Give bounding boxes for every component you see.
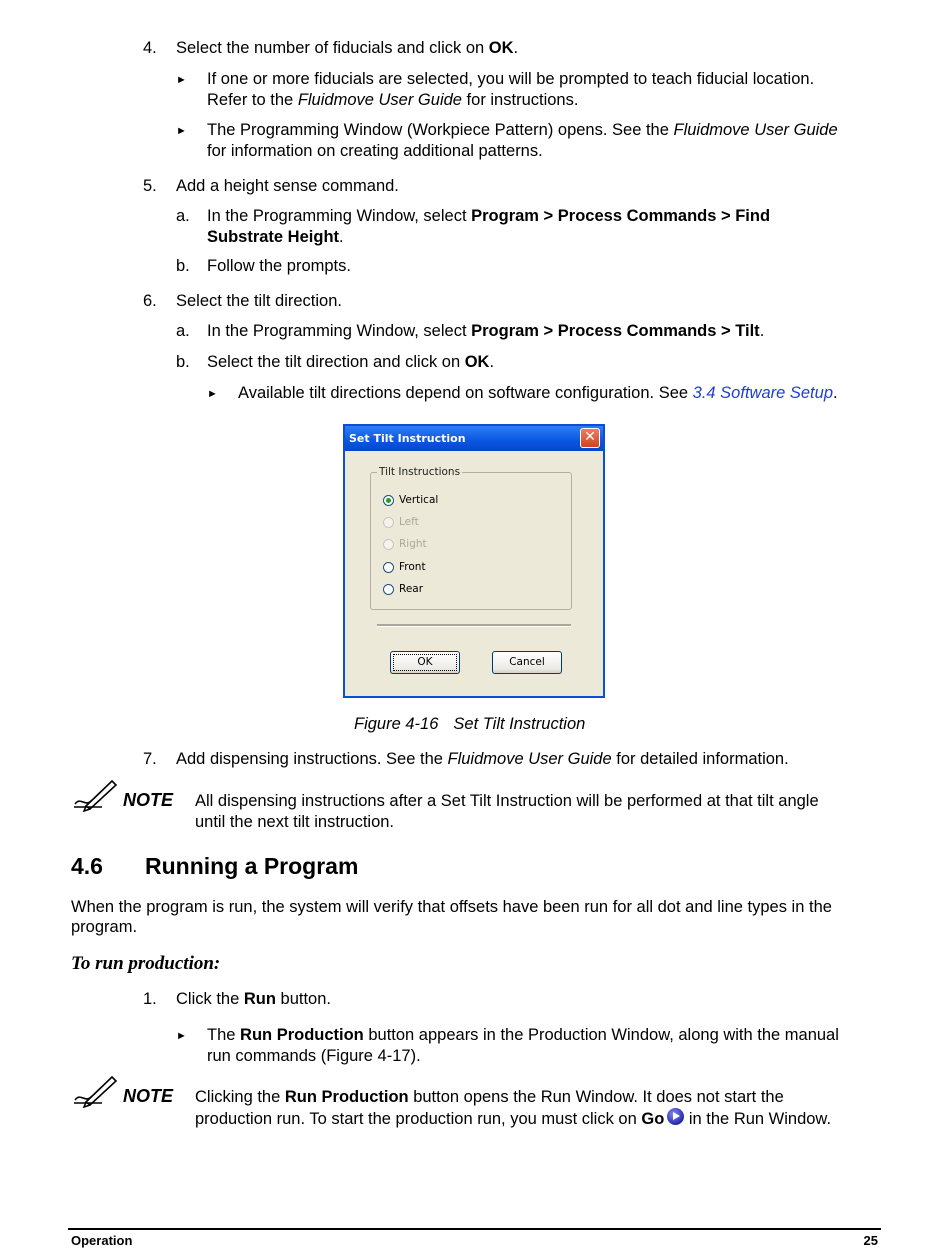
substep-text bbox=[207, 227, 344, 248]
bullet-text: run commands (Figure 4-17). bbox=[207, 1047, 421, 1065]
substep-text bbox=[207, 321, 764, 342]
text: Select the tilt direction and click on bbox=[207, 353, 465, 371]
figure-caption bbox=[354, 714, 585, 735]
ok-term: OK bbox=[488, 39, 514, 57]
substep-letter: b. bbox=[176, 353, 190, 371]
dialog-titlebar[interactable] bbox=[345, 426, 603, 451]
text: production run. To start the production run, you must click on bbox=[195, 1110, 642, 1128]
radio-button[interactable] bbox=[383, 584, 394, 595]
text: Click the bbox=[176, 990, 244, 1008]
note-text: All dispensing instructions after a Set Tilt Instruction will be performed at that tilt angle bbox=[195, 792, 819, 810]
text: . bbox=[339, 228, 344, 246]
bullet-text bbox=[207, 120, 838, 141]
text: Select the number of fiducials and click on bbox=[176, 39, 489, 57]
set-tilt-instruction-dialog bbox=[343, 424, 605, 698]
run-production-term: Run Production bbox=[240, 1026, 364, 1044]
footer-section: Operation bbox=[71, 1233, 133, 1248]
text: . bbox=[759, 322, 765, 340]
step-text bbox=[176, 989, 331, 1010]
bullet-arrow-icon: ► bbox=[207, 388, 218, 400]
note-label: NOTE bbox=[123, 790, 174, 810]
radio-button bbox=[383, 539, 394, 550]
step-number: 1. bbox=[143, 990, 157, 1008]
text: Clicking the bbox=[195, 1088, 285, 1106]
substep-text bbox=[207, 352, 494, 373]
software-setup-link[interactable]: 3.4 Software Setup bbox=[692, 384, 833, 402]
text: In the Programming Window, select bbox=[207, 322, 472, 340]
go-term: Go bbox=[641, 1110, 665, 1128]
substep-letter: a. bbox=[176, 207, 190, 225]
section-title: Running a Program bbox=[145, 853, 359, 879]
step-text: Select the tilt direction. bbox=[176, 292, 342, 310]
text: . bbox=[833, 384, 838, 402]
text: for detailed information. bbox=[611, 750, 789, 768]
step-text bbox=[176, 749, 789, 770]
close-icon[interactable]: ✕ bbox=[580, 428, 600, 448]
footer-rule bbox=[68, 1228, 881, 1230]
substep-text bbox=[207, 206, 770, 227]
text: The Programming Window (Workpiece Pattern) opens. See the bbox=[207, 121, 674, 139]
text: button. bbox=[275, 990, 331, 1008]
bullet-text bbox=[207, 90, 578, 111]
bullet-text: If one or more fiducials are selected, you will be prompted to teach fiducial location. bbox=[207, 70, 815, 88]
section-number: 4.6 bbox=[71, 853, 103, 879]
figure-number: Figure 4-16 bbox=[354, 715, 439, 733]
text: for instructions. bbox=[461, 91, 579, 109]
note-text bbox=[195, 1108, 831, 1130]
text: in the Run Window. bbox=[684, 1110, 832, 1128]
page-number: 25 bbox=[863, 1233, 878, 1248]
substep-letter: a. bbox=[176, 322, 190, 340]
text: Available tilt directions depend on software configuration. See bbox=[238, 384, 693, 402]
guide-reference: Fluidmove User Guide bbox=[447, 750, 612, 768]
step-number: 7. bbox=[143, 750, 157, 768]
radio-button[interactable] bbox=[383, 495, 394, 506]
run-production-term: Run Production bbox=[284, 1088, 409, 1106]
menu-path: Substrate Height bbox=[207, 228, 340, 246]
step-number: 5. bbox=[143, 177, 157, 195]
step-text: Add a height sense command. bbox=[176, 177, 399, 195]
text: Refer to the bbox=[207, 91, 298, 109]
bullet-text bbox=[238, 383, 838, 404]
text: In the Programming Window, select bbox=[207, 207, 472, 225]
text: . bbox=[489, 353, 495, 371]
text: . bbox=[513, 39, 519, 57]
menu-path: Program > Process Commands > Tilt bbox=[471, 322, 760, 340]
substep-letter: b. bbox=[176, 257, 190, 275]
ok-button[interactable]: OK bbox=[390, 651, 460, 674]
text: button appears in the Production Window, along with the manual bbox=[363, 1026, 839, 1044]
text: The bbox=[207, 1026, 241, 1044]
step-text bbox=[176, 38, 518, 59]
note-text: until the next tilt instruction. bbox=[195, 813, 395, 831]
text: button opens the Run Window. It does not start the bbox=[408, 1088, 784, 1106]
figure-title: Set Tilt Instruction bbox=[453, 715, 586, 733]
radio-button bbox=[383, 517, 394, 528]
run-term: Run bbox=[243, 990, 276, 1008]
guide-reference: Fluidmove User Guide bbox=[673, 121, 838, 139]
bullet-text: for information on creating additional patterns. bbox=[207, 142, 543, 160]
cancel-button[interactable]: Cancel bbox=[492, 651, 562, 674]
guide-reference: Fluidmove User Guide bbox=[297, 91, 462, 109]
note-label: NOTE bbox=[123, 1086, 174, 1106]
procedure-title: To run production: bbox=[71, 953, 221, 974]
radio-label: Front bbox=[399, 561, 426, 573]
separator bbox=[377, 624, 571, 627]
text: Add dispensing instructions. See the bbox=[176, 750, 448, 768]
dialog-title: Set Tilt Instruction bbox=[349, 432, 466, 445]
ok-term: OK bbox=[464, 353, 490, 371]
go-play-icon bbox=[667, 1108, 684, 1125]
radio-label: Left bbox=[399, 516, 419, 528]
bullet-arrow-icon: ► bbox=[176, 74, 187, 86]
note-pen-icon bbox=[72, 778, 118, 812]
intro-text: program. bbox=[71, 918, 138, 936]
step-number: 6. bbox=[143, 292, 157, 310]
radio-button[interactable] bbox=[383, 562, 394, 573]
radio-label: Right bbox=[399, 538, 427, 550]
note-pen-icon bbox=[72, 1074, 118, 1108]
step-number: 4. bbox=[143, 39, 157, 57]
substep-text: Follow the prompts. bbox=[207, 257, 351, 275]
menu-path: Program > Process Commands > Find bbox=[471, 207, 771, 225]
group-label: Tilt Instructions bbox=[379, 466, 461, 478]
radio-label: Vertical bbox=[399, 494, 439, 506]
intro-text: When the program is run, the system will verify that offsets have been run for all dot and line types in the bbox=[71, 898, 832, 916]
bullet-arrow-icon: ► bbox=[176, 125, 187, 137]
bullet-text bbox=[207, 1025, 839, 1046]
bullet-arrow-icon: ► bbox=[176, 1030, 187, 1042]
radio-label: Rear bbox=[399, 583, 424, 595]
note-text bbox=[195, 1087, 784, 1108]
